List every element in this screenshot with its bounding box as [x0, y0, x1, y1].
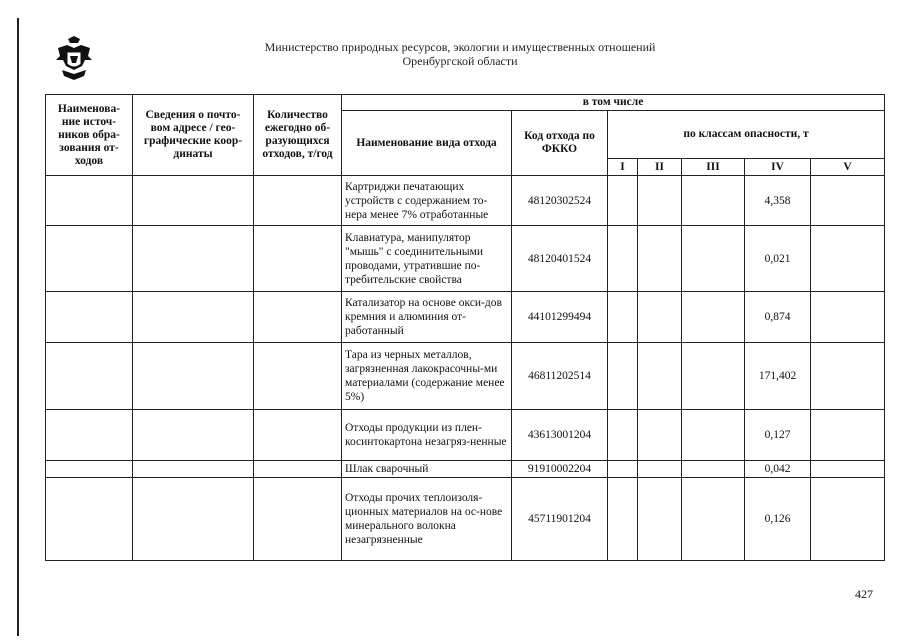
- header-including: в том числе: [342, 95, 885, 111]
- waste-name: Катализатор на основе окси-дов кремния и алюминия от-работанный: [342, 292, 512, 343]
- class-iv-value: 0,021: [745, 226, 811, 292]
- region-name: Оренбургской области: [402, 54, 518, 68]
- table-row: [46, 410, 885, 461]
- waste-code: 91910002204: [512, 461, 608, 478]
- waste-name: Отходы продукции из плен-косинтокартона незагряз-ненные: [342, 410, 512, 461]
- header-class-ii: II: [638, 159, 682, 176]
- header-quantity: Количество ежегодно об-разующихся отходов, т/год: [254, 95, 342, 176]
- header-class-iv: IV: [745, 159, 811, 176]
- header-class-iii: III: [682, 159, 745, 176]
- header-class-v: V: [811, 159, 885, 176]
- table-row: [46, 292, 885, 343]
- binding-line: [17, 18, 19, 636]
- waste-name: Клавиатура, манипулятор "мышь" с соединительными проводами, утратившие по-требительские свойства: [342, 226, 512, 292]
- waste-code: 43613001204: [512, 410, 608, 461]
- header-waste-type: Наименование вида отхода: [342, 111, 512, 176]
- waste-code: 46811202514: [512, 343, 608, 410]
- class-iv-value: 4,358: [745, 176, 811, 226]
- class-iv-value: 0,874: [745, 292, 811, 343]
- waste-name: Отходы прочих теплоизоля-ционных материалов на ос-нове минерального волокна незагрязненные: [342, 478, 512, 561]
- waste-code: 48120302524: [512, 176, 608, 226]
- table-row: [46, 343, 885, 410]
- table-row: [46, 478, 885, 561]
- table-row: [46, 226, 885, 292]
- waste-table: [45, 94, 885, 561]
- waste-name: Шлак сварочный: [342, 461, 512, 478]
- header-hazard-classes: по классам опасности, т: [608, 111, 885, 159]
- coat-of-arms-icon: [54, 36, 94, 82]
- class-iv-value: 0,127: [745, 410, 811, 461]
- waste-name: Тара из черных металлов, загрязненная лакокрасочны-ми материалами (содержание менее 5%): [342, 343, 512, 410]
- waste-code: 44101299494: [512, 292, 608, 343]
- header-source-name: Наименова-ние источ-ников обра-зования от-ходов: [46, 95, 133, 176]
- waste-name: Картриджи печатающих устройств с содержанием то-нера менее 7% отработанные: [342, 176, 512, 226]
- page-number: 427: [855, 587, 873, 601]
- class-iv-value: 171,402: [745, 343, 811, 410]
- header-address: Сведения о почто-вом адресе / гео-графические коор-динаты: [133, 95, 254, 176]
- waste-code: 48120401524: [512, 226, 608, 292]
- class-iv-value: 0,126: [745, 478, 811, 561]
- header-class-i: I: [608, 159, 638, 176]
- class-iv-value: 0,042: [745, 461, 811, 478]
- ministry-name: Министерство природных ресурсов, экологии и имущественных отношений: [264, 40, 656, 54]
- table-row: [46, 461, 885, 478]
- header-fkko-code: Код отхода по ФККО: [512, 111, 608, 176]
- table-row: [46, 176, 885, 226]
- ministry-header: [180, 40, 740, 68]
- waste-code: 45711901204: [512, 478, 608, 561]
